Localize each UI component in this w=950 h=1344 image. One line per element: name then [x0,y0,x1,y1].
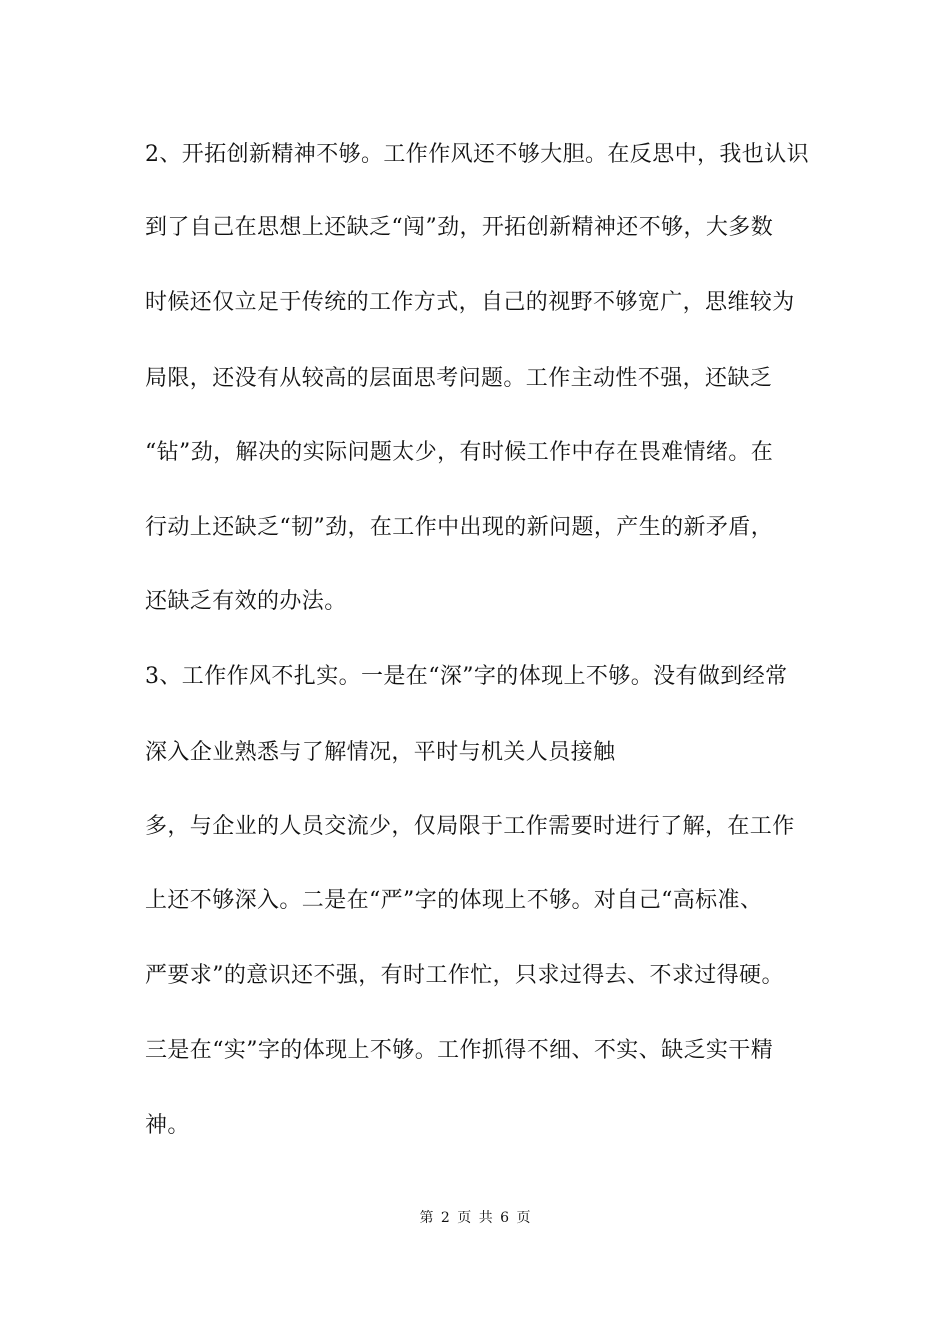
body-text-line: 行动上还缺乏“韧”劲，在工作中出现的新问题，产生的新矛盾， [145,515,774,540]
body-text-line: 局限，还没有从较高的层面思考问题。工作主动性不强，还缺乏 [145,366,773,391]
body-text-line: 神。 [145,1113,190,1138]
body-text-line: 2、开拓创新精神不够。工作作风还不够大胆。在反思中，我也认识 [145,142,809,167]
body-text-line: “钻”劲，解决的实际问题太少，有时候工作中存在畏难情绪。在 [145,440,774,465]
body-text-line: 严要求”的意识还不强，有时工作忙，只求过得去、不求过得硬。 [145,963,784,988]
body-text-line: 上还不够深入。二是在“严”字的体现上不够。对自己“高标准、 [145,888,763,913]
page-number-footer: 第 2 页 共 6 页 [419,1210,531,1226]
body-text-line: 到了自己在思想上还缺乏“闯”劲，开拓创新精神还不够，大多数 [145,215,774,240]
body-text-line: 时候还仅立足于传统的工作方式，自己的视野不够宽广，思维较为 [145,290,795,315]
body-text-line: 多，与企业的人员交流少，仅局限于工作需要时进行了解，在工作 [145,814,795,839]
body-text-line: 三是在“实”字的体现上不够。工作抓得不细、不实、缺乏实干精 [145,1038,774,1063]
body-text-line: 3、工作作风不扎实。一是在“深”字的体现上不够。没有做到经常 [145,664,788,689]
body-text-line: 还缺乏有效的办法。 [145,589,347,614]
body-text-line: 深入企业熟悉与了解情况，平时与机关人员接触 [145,740,616,765]
